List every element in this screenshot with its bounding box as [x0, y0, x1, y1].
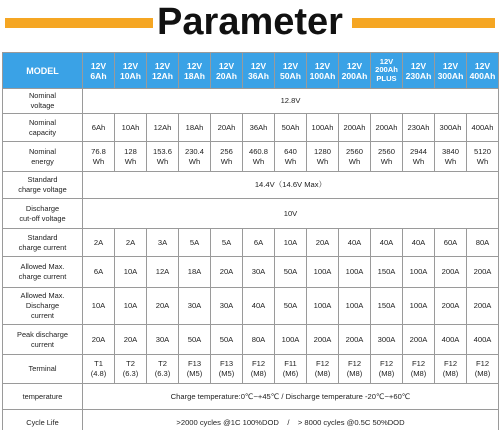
- parameter-table: [2, 52, 499, 430]
- terminal-cell: F13 (M5): [211, 355, 243, 384]
- terminal-cell: F12 (M8): [435, 355, 467, 384]
- peak-discharge-current-cell: 50A: [179, 325, 211, 355]
- standard-charge-current-cell: 2A: [115, 229, 147, 257]
- standard-charge-current-cell: 5A: [211, 229, 243, 257]
- nominal-energy-cell: 1280 Wh: [307, 142, 339, 172]
- terminal-cell: F13 (M5): [179, 355, 211, 384]
- nominal-energy-cell: 640 Wh: [275, 142, 307, 172]
- standard-charge-current-cell: 40A: [403, 229, 435, 257]
- row-discharge-cutoff-voltage: [3, 199, 499, 229]
- allowed-max-charge-current-cell: 18A: [179, 257, 211, 288]
- allowed-max-charge-current-cell: 12A: [147, 257, 179, 288]
- row-label-cycle-life: Cycle Life: [3, 410, 83, 430]
- terminal-cell: F12 (M8): [339, 355, 371, 384]
- nominal-capacity-cell: 20Ah: [211, 114, 243, 142]
- nominal-capacity-cell: 400Ah: [467, 114, 499, 142]
- header-model-0: 12V 6Ah: [83, 53, 115, 89]
- peak-discharge-current-cell: 50A: [211, 325, 243, 355]
- nominal-energy-cell: 2560 Wh: [371, 142, 403, 172]
- terminal-cell: T2 (6.3): [115, 355, 147, 384]
- standard-charge-current-cell: 5A: [179, 229, 211, 257]
- allowed-max-discharge-current-cell: 30A: [211, 288, 243, 325]
- peak-discharge-current-cell: 400A: [467, 325, 499, 355]
- title-bar-left: [5, 18, 153, 28]
- terminal-cell: F12 (M8): [371, 355, 403, 384]
- allowed-max-discharge-current-cell: 10A: [83, 288, 115, 325]
- header-model-12: 12V 400Ah: [467, 53, 499, 89]
- nominal-capacity-cell: 18Ah: [179, 114, 211, 142]
- allowed-max-charge-current-cell: 100A: [307, 257, 339, 288]
- row-label-nominal-energy: Nominal energy: [3, 142, 83, 172]
- standard-charge-current-cell: 3A: [147, 229, 179, 257]
- row-nominal-capacity: [3, 114, 499, 142]
- nominal-energy-cell: 230.4 Wh: [179, 142, 211, 172]
- terminal-cell: F11 (M6): [275, 355, 307, 384]
- row-nominal-voltage: [3, 89, 499, 114]
- nominal-energy-cell: 460.8 Wh: [243, 142, 275, 172]
- temperature-value: Charge temperature:0℃~+45℃ / Discharge temperature -20℃~+60℃: [83, 384, 499, 410]
- allowed-max-charge-current-cell: 20A: [211, 257, 243, 288]
- row-label-peak-discharge-current: Peak discharge current: [3, 325, 83, 355]
- row-allowed-max-discharge-current: [3, 288, 499, 325]
- standard-charge-current-cell: 20A: [307, 229, 339, 257]
- terminal-cell: F12 (M8): [307, 355, 339, 384]
- row-temperature: [3, 384, 499, 410]
- row-label-standard-charge-current: Standard charge current: [3, 229, 83, 257]
- allowed-max-charge-current-cell: 200A: [467, 257, 499, 288]
- nominal-voltage-value: 12.8V: [83, 89, 499, 114]
- header-model-1: 12V 10Ah: [115, 53, 147, 89]
- standard-charge-current-cell: 60A: [435, 229, 467, 257]
- allowed-max-discharge-current-cell: 200A: [467, 288, 499, 325]
- row-standard-charge-voltage: [3, 172, 499, 199]
- peak-discharge-current-cell: 80A: [243, 325, 275, 355]
- allowed-max-discharge-current-cell: 100A: [339, 288, 371, 325]
- header-model-7: 12V 100Ah: [307, 53, 339, 89]
- row-standard-charge-current: [3, 229, 499, 257]
- row-label-discharge-cutoff-voltage: Discharge cut-off voltage: [3, 199, 83, 229]
- nominal-energy-cell: 76.8 Wh: [83, 142, 115, 172]
- nominal-energy-cell: 128 Wh: [115, 142, 147, 172]
- row-nominal-energy: [3, 142, 499, 172]
- allowed-max-charge-current-cell: 10A: [115, 257, 147, 288]
- header-model-9: 12V 200Ah PLUS: [371, 53, 403, 89]
- standard-charge-voltage-value: 14.4V（14.6V Max）: [83, 172, 499, 199]
- standard-charge-current-cell: 2A: [83, 229, 115, 257]
- row-terminal: [3, 355, 499, 384]
- row-label-terminal: Terminal: [3, 355, 83, 384]
- allowed-max-charge-current-cell: 100A: [403, 257, 435, 288]
- table-header-row: [3, 53, 499, 89]
- standard-charge-current-cell: 80A: [467, 229, 499, 257]
- nominal-energy-cell: 256 Wh: [211, 142, 243, 172]
- peak-discharge-current-cell: 100A: [275, 325, 307, 355]
- peak-discharge-current-cell: 20A: [115, 325, 147, 355]
- nominal-capacity-cell: 100Ah: [307, 114, 339, 142]
- standard-charge-current-cell: 40A: [339, 229, 371, 257]
- row-label-allowed-max-discharge-current: Allowed Max. Discharge current: [3, 288, 83, 325]
- peak-discharge-current-cell: 30A: [147, 325, 179, 355]
- nominal-energy-cell: 153.6 Wh: [147, 142, 179, 172]
- allowed-max-discharge-current-cell: 100A: [403, 288, 435, 325]
- allowed-max-discharge-current-cell: 150A: [371, 288, 403, 325]
- allowed-max-discharge-current-cell: 200A: [435, 288, 467, 325]
- allowed-max-charge-current-cell: 6A: [83, 257, 115, 288]
- terminal-cell: T2 (6.3): [147, 355, 179, 384]
- nominal-energy-cell: 2944 Wh: [403, 142, 435, 172]
- nominal-capacity-cell: 36Ah: [243, 114, 275, 142]
- discharge-cutoff-voltage-value: 10V: [83, 199, 499, 229]
- row-peak-discharge-current: [3, 325, 499, 355]
- header-model-6: 12V 50Ah: [275, 53, 307, 89]
- row-label-temperature: temperature: [3, 384, 83, 410]
- standard-charge-current-cell: 6A: [243, 229, 275, 257]
- allowed-max-discharge-current-cell: 50A: [275, 288, 307, 325]
- row-label-nominal-capacity: Nominal capacity: [3, 114, 83, 142]
- allowed-max-charge-current-cell: 200A: [435, 257, 467, 288]
- header-model-3: 12V 18Ah: [179, 53, 211, 89]
- terminal-cell: F12 (M8): [243, 355, 275, 384]
- nominal-capacity-cell: 200Ah: [339, 114, 371, 142]
- nominal-capacity-cell: 230Ah: [403, 114, 435, 142]
- header-model-10: 12V 230Ah: [403, 53, 435, 89]
- nominal-energy-cell: 5120 Wh: [467, 142, 499, 172]
- peak-discharge-current-cell: 20A: [83, 325, 115, 355]
- allowed-max-discharge-current-cell: 40A: [243, 288, 275, 325]
- parameter-table-body: [3, 53, 499, 430]
- terminal-cell: F12 (M8): [403, 355, 435, 384]
- row-cycle-life: [3, 410, 499, 430]
- terminal-cell: F12 (M8): [467, 355, 499, 384]
- allowed-max-charge-current-cell: 30A: [243, 257, 275, 288]
- allowed-max-charge-current-cell: 100A: [339, 257, 371, 288]
- header-model-4: 12V 20Ah: [211, 53, 243, 89]
- standard-charge-current-cell: 40A: [371, 229, 403, 257]
- row-allowed-max-charge-current: [3, 257, 499, 288]
- page-title: Parameter: [157, 1, 343, 43]
- nominal-capacity-cell: 200Ah: [371, 114, 403, 142]
- row-label-standard-charge-voltage: Standard charge voltage: [3, 172, 83, 199]
- nominal-capacity-cell: 12Ah: [147, 114, 179, 142]
- title-banner: [0, 0, 500, 44]
- nominal-capacity-cell: 300Ah: [435, 114, 467, 142]
- title-bar-right: [352, 18, 495, 28]
- peak-discharge-current-cell: 200A: [339, 325, 371, 355]
- row-label-nominal-voltage: Nominal voltage: [3, 89, 83, 114]
- peak-discharge-current-cell: 300A: [371, 325, 403, 355]
- terminal-cell: T1 (4.8): [83, 355, 115, 384]
- nominal-capacity-cell: 10Ah: [115, 114, 147, 142]
- allowed-max-charge-current-cell: 150A: [371, 257, 403, 288]
- peak-discharge-current-cell: 200A: [307, 325, 339, 355]
- allowed-max-discharge-current-cell: 20A: [147, 288, 179, 325]
- allowed-max-discharge-current-cell: 100A: [307, 288, 339, 325]
- peak-discharge-current-cell: 400A: [435, 325, 467, 355]
- allowed-max-discharge-current-cell: 30A: [179, 288, 211, 325]
- header-model-5: 12V 36Ah: [243, 53, 275, 89]
- cycle-life-value: >2000 cycles @1C 100%DOD / > 8000 cycles @0.5C 50%DOD: [83, 410, 499, 430]
- row-label-allowed-max-charge-current: Allowed Max. charge current: [3, 257, 83, 288]
- allowed-max-charge-current-cell: 50A: [275, 257, 307, 288]
- header-model-8: 12V 200Ah: [339, 53, 371, 89]
- allowed-max-discharge-current-cell: 10A: [115, 288, 147, 325]
- peak-discharge-current-cell: 200A: [403, 325, 435, 355]
- nominal-energy-cell: 2560 Wh: [339, 142, 371, 172]
- standard-charge-current-cell: 10A: [275, 229, 307, 257]
- nominal-capacity-cell: 6Ah: [83, 114, 115, 142]
- nominal-energy-cell: 3840 Wh: [435, 142, 467, 172]
- header-model-2: 12V 12Ah: [147, 53, 179, 89]
- header-model-11: 12V 300Ah: [435, 53, 467, 89]
- nominal-capacity-cell: 50Ah: [275, 114, 307, 142]
- header-model-label: MODEL: [3, 53, 83, 89]
